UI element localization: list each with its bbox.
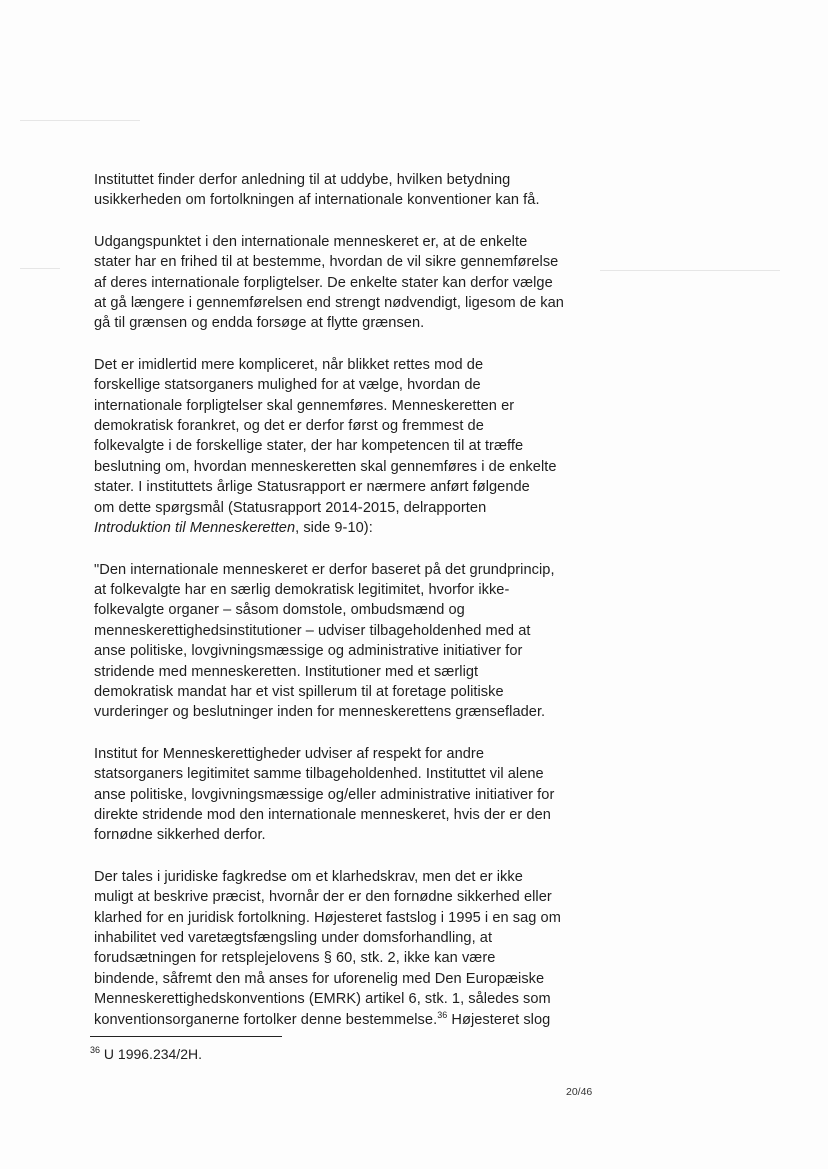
text-line: inhabilitet ved varetægtsfængsling under domsforhandling, at xyxy=(94,930,493,946)
text-line: statsorganers legitimitet samme tilbageholdenhed. Instituttet vil alene xyxy=(94,766,544,783)
text-line: internationale forpligtelser skal gennemføres. Menneskeretten er xyxy=(94,397,515,414)
citation-pages: , side 9-10): xyxy=(295,520,373,537)
paragraph xyxy=(94,232,572,334)
paragraph xyxy=(94,867,572,1030)
text-line: folkevalgte i de forskellige stater, der har kompetencen til at træffe xyxy=(94,438,524,455)
page-number: 20/46 xyxy=(566,1086,593,1098)
text-line: bindende, såfremt den må anses for uforenelig med Den Europæiske xyxy=(94,970,545,987)
text-line: beslutning om, hvordan menneskeretten skal gennemføres i de enkelte xyxy=(94,458,557,475)
text-line: gå til grænsen og endda forsøge at flytte grænsen. xyxy=(94,315,425,332)
text-line: Udgangspunktet i den internationale menneskeret er, at de enkelte xyxy=(94,233,528,250)
text-fragment: konventionsorganerne fortolker denne bestemmelse. xyxy=(94,1011,438,1028)
quote-paragraph xyxy=(94,560,572,723)
text-line: Det er imidlertid mere kompliceret, når blikket rettes mod de xyxy=(94,356,484,373)
body-text xyxy=(94,170,572,1051)
footnote-separator xyxy=(90,1036,282,1037)
text-line: direkte stridende mod den internationale menneskeret, hvis der er den xyxy=(94,806,551,823)
text-line: stridende med menneskeretten. Institutioner med et særligt xyxy=(94,663,479,680)
text-line: usikkerheden om fortolkningen af internationale konventioner kan få. xyxy=(94,192,540,209)
text-line: Menneskerettighedskonventions (EMRK) artikel 6, stk. 1, således som xyxy=(94,991,551,1008)
paragraph xyxy=(94,170,572,211)
text-fragment: Højesteret slog xyxy=(447,1011,551,1028)
footnote-number: 36 xyxy=(90,1045,101,1055)
text-line: demokratisk mandat har et vist spillerum til at foretage politiske xyxy=(94,683,504,700)
text-line: folkevalgte organer – såsom domstole, ombudsmænd og xyxy=(94,602,465,619)
text-line: Der tales i juridiske fagkredse om et klarhedskrav, men det er ikke xyxy=(94,868,523,885)
text-line: Institut for Menneskerettigheder udviser af respekt for andre xyxy=(94,745,484,762)
text-line: klarhed for en juridisk fortolkning. Højesteret fastslog i 1995 i en sag om xyxy=(94,909,561,926)
text-line: muligt at beskrive præcist, hvornår der er den fornødne sikkerhed eller xyxy=(94,889,552,906)
text-line: stater. I instituttets årlige Statusrapport er nærmere anført følgende xyxy=(94,479,530,496)
text-line: "Den internationale menneskeret er derfor baseret på det grundprincip, xyxy=(94,561,555,578)
text-line: anse politiske, lovgivningsmæssige og administrative initiativer for xyxy=(94,643,523,660)
text-line: stater har en frihed til at bestemme, hvordan de vil sikre gennemførelse xyxy=(94,254,559,271)
text-line: Instituttet finder derfor anledning til at uddybe, hvilken betydning xyxy=(94,172,511,188)
text-line: om dette spørgsmål (Statusrapport 2014-2015, delrapporten xyxy=(94,499,487,516)
footnote-reference[interactable]: 36 xyxy=(437,1009,448,1020)
text-line: af deres internationale forpligtelser. De enkelte stater kan derfor vælge xyxy=(94,274,553,291)
quote-paragraph xyxy=(94,744,572,846)
footnote xyxy=(90,1044,202,1064)
text-line: demokratisk forankret, og det er derfor først og fremmest de xyxy=(94,418,484,435)
text-line: at folkevalgte har en særlig demokratisk legitimitet, hvorfor ikke- xyxy=(94,581,510,598)
report-title: Introduktion til Menneskeretten xyxy=(94,520,296,537)
paragraph xyxy=(94,355,572,539)
text-line: at gå længere i gennemførelsen end strengt nødvendigt, ligesom de kan xyxy=(94,295,564,312)
text-line: forudsætningen for retsplejelovens § 60, stk. 2, ikke kan være xyxy=(94,950,496,967)
scan-artifact xyxy=(600,270,780,271)
text-line: vurderinger og beslutninger inden for menneskerettens grænseflader. xyxy=(94,704,546,721)
text-line xyxy=(94,518,572,538)
scan-artifact xyxy=(20,120,140,121)
text-line xyxy=(94,1010,572,1030)
text-line: anse politiske, lovgivningsmæssige og/eller administrative initiativer for xyxy=(94,786,555,803)
text-line: forskellige statsorganers mulighed for at vælge, hvordan de xyxy=(94,377,481,394)
footnote-text: U 1996.234/2H. xyxy=(100,1046,202,1062)
text-line: menneskerettighedsinstitutioner – udviser tilbageholdenhed med at xyxy=(94,622,531,639)
scan-artifact xyxy=(20,268,60,269)
text-line: fornødne sikkerhed derfor. xyxy=(94,827,266,844)
